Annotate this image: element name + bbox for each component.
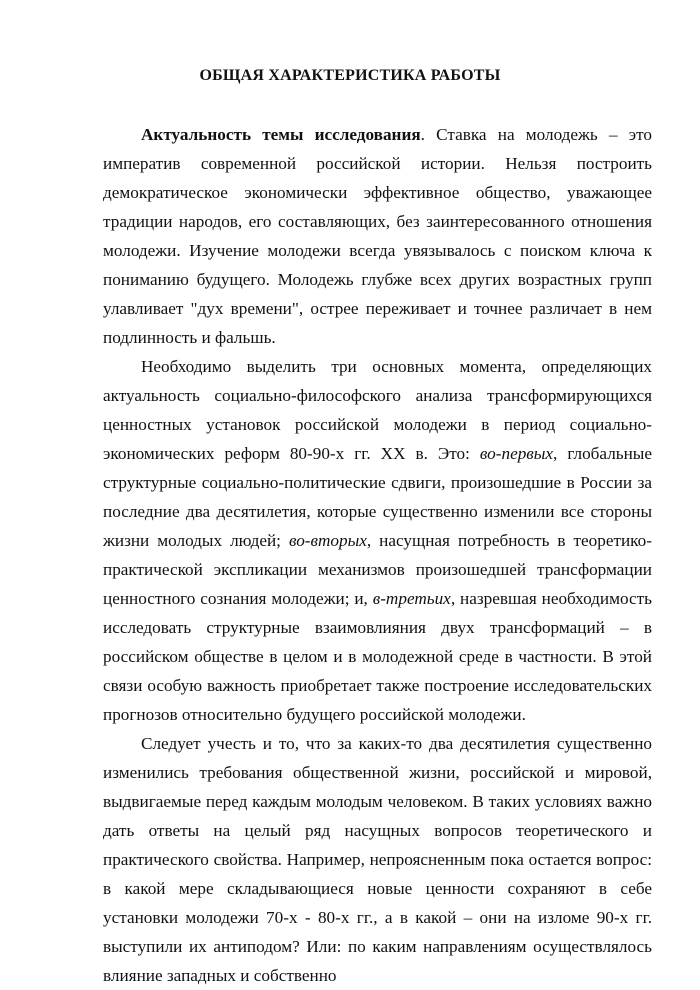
paragraph-relevance <box>103 120 652 352</box>
relevance-heading: Актуальность темы исследования <box>141 125 421 144</box>
emphasis-first: во-первых <box>479 444 554 463</box>
paragraph-text: . Ставка на молодежь – это императив современной российской истории. Нельзя построить демократическое экономически эффективное общество, уважающее традиции народов, его составляющих, без заинтересованного отношения молодежи. Изучение молодежи всегда увязывалось с поиском ключа к пониманию будущего. Молодежь глубже всех других возрастных групп улавливает "дух времени", острее переживает и точнее различает в нем подлинность и фальшь. <box>103 125 652 347</box>
paragraph-text: , глобальные структурные социально-политические сдвиги, произошедшие в России за последние два десятилетия, которые существенно изменили все стороны жизни молодых людей; <box>103 444 652 550</box>
emphasis-second: во-вторых <box>288 531 367 550</box>
paragraph-text: , насущная потребность в теоретико-практической экспликации механизмов произошедшей трансформации ценностного сознания молодежи; и, <box>103 531 652 608</box>
paragraph-three-moments <box>103 352 652 729</box>
paragraph-questions <box>103 729 652 990</box>
document-title: ОБЩАЯ ХАРАКТЕРИСТИКА РАБОТЫ <box>199 67 501 84</box>
emphasis-third: в-третьих <box>372 589 451 608</box>
paragraph-text: , назревшая необходимость исследовать структурные взаимовлияния двух трансформаций – в российском обществе в целом и в молодежной среде в частности. В этой связи особую важность приобретает также построение исследовательских прогнозов относительно будущего российской молодежи. <box>103 589 652 724</box>
paragraph-text: Следует учесть и то, что за каких-то два десятилетия существенно изменились требования общественной жизни, российской и мировой, выдвигаемые перед каждым молодым человеком. В таких условиях важно дать ответы на целый ряд насущных вопросов теоретического и практического свойства. Например, непроясненным пока остается вопрос: в какой мере складывающиеся новые ценности сохраняют в себе установки молодежи 70-х - 80-х гг., а в какой – они на изломе 90-х гг. выступили их антиподом? Или: по каким направлениям осуществлялось влияние западных и собственно <box>103 734 652 985</box>
document-body <box>103 120 652 990</box>
paragraph-text: Необходимо выделить три основных момента, определяющих актуальность социально-философского анализа трансформирующихся ценностных установок российской молодежи в период социально-экономических реформ 80-90-х гг. XX в. Это: <box>103 357 652 463</box>
